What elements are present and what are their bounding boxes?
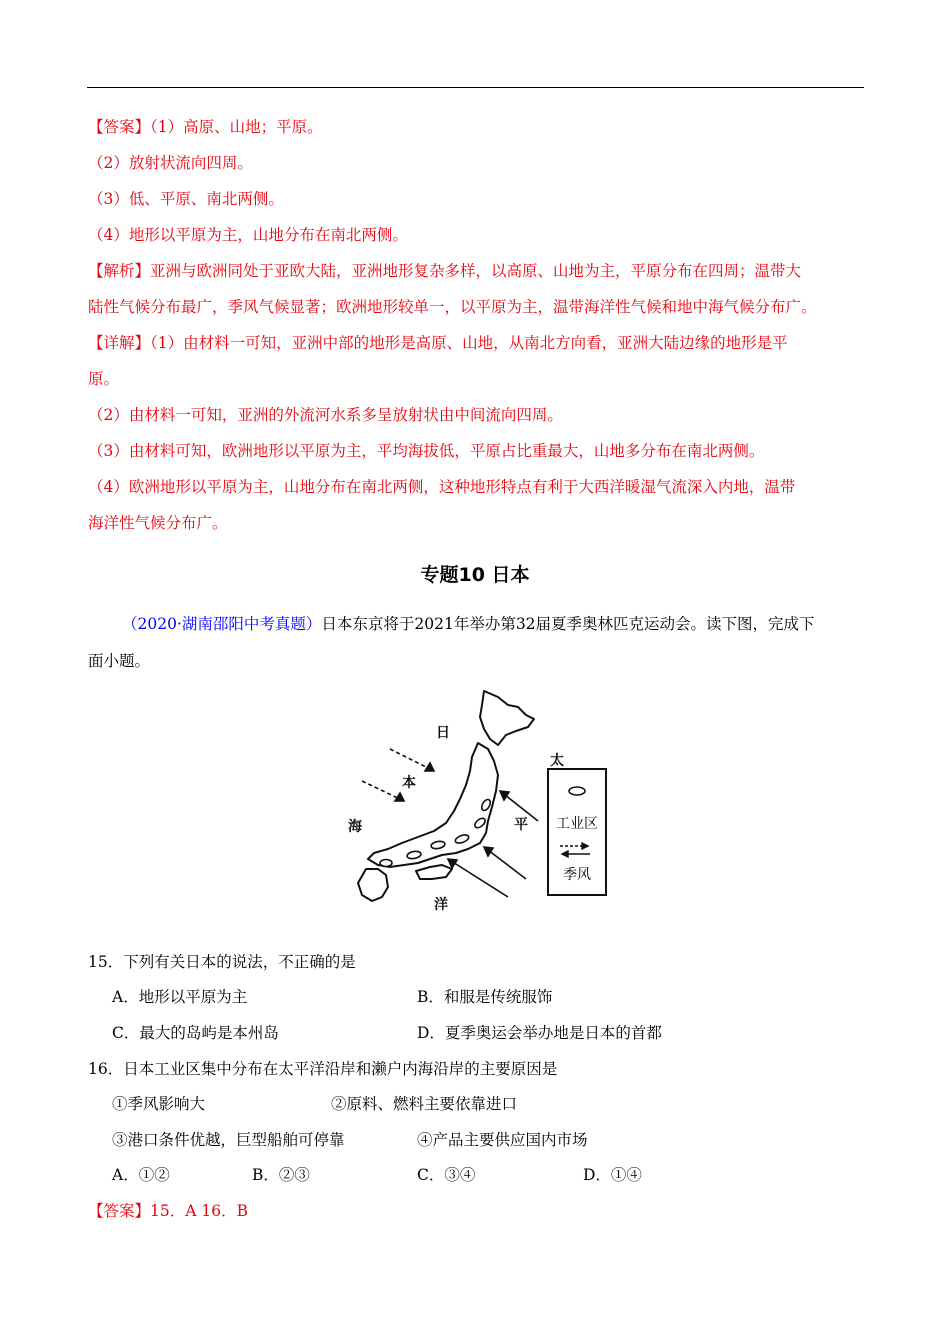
analysis-line-1: 【解析】亚洲与欧洲同处于亚欧大陆，亚洲地形复杂多样，以高原、山地为主，平原分布在四周；温带大 <box>88 262 802 280</box>
source-label: （2020·湖南邵阳中考真题） <box>122 615 322 633</box>
shikoku-outline <box>416 865 452 879</box>
section-title: 专题10 日本 <box>420 564 530 586</box>
q15-option-a: A．地形以平原为主 <box>112 988 248 1006</box>
hokkaido-outline <box>480 691 534 745</box>
q15-option-b: B．和服是传统服饰 <box>417 988 553 1006</box>
q15-option-d: D．夏季奥运会举办地是日本的首都 <box>417 1024 662 1042</box>
kyushu-outline <box>358 869 388 901</box>
q16-statement-3: ③港口条件优越，巨型船舶可停靠 <box>112 1131 345 1149</box>
legend-industrial-symbol <box>569 787 585 795</box>
q16-option-a: A．①② <box>112 1166 170 1184</box>
label-ben: 本 <box>402 775 416 791</box>
label-hai: 海 <box>348 819 362 835</box>
q16-statement-2: ②原料、燃料主要依靠进口 <box>331 1095 518 1113</box>
detail-line-2: 原。 <box>88 370 120 388</box>
q16-option-b: B．②③ <box>252 1166 310 1184</box>
analysis-line-2: 陆性气候分布最广，季风气候显著；欧洲地形较单一，以平原为主，温带海洋性气候和地中海气候分布广。 <box>88 298 817 316</box>
detail-line-6: 海洋性气候分布广。 <box>88 514 228 532</box>
q16-stem: 16．日本工业区集中分布在太平洋沿岸和濑户内海沿岸的主要原因是 <box>88 1060 558 1078</box>
intro-text-2: 面小题。 <box>88 652 151 670</box>
q15-option-c: C．最大的岛屿是本州岛 <box>112 1024 279 1042</box>
q16-option-c: C．③④ <box>417 1166 476 1184</box>
intro-text: 日本东京将于2021年举办第32届夏季奥林匹克运动会。读下图，完成下 <box>321 615 815 633</box>
q16-option-d: D．①④ <box>583 1166 642 1184</box>
answer-line-3: （3）低、平原、南北两侧。 <box>88 190 284 208</box>
japan-map <box>338 683 623 918</box>
label-yang: 洋 <box>434 897 448 913</box>
label-ri: 日 <box>436 725 450 741</box>
label-ping: 平 <box>514 817 528 833</box>
q15-stem: 15．下列有关日本的说法，不正确的是 <box>88 953 356 971</box>
question-intro <box>122 613 815 635</box>
legend-industrial-label: 工业区 <box>556 816 598 832</box>
answer-line-4: （4）地形以平原为主，山地分布在南北两侧。 <box>88 226 408 244</box>
detail-line-5: （4）欧洲地形以平原为主，山地分布在南北两侧，这种地形特点有利于大西洋暖湿气流深入内地，温带 <box>88 478 796 496</box>
q16-statement-4: ④产品主要供应国内市场 <box>417 1131 588 1149</box>
answer-line-1: 【答案】（1）高原、山地；平原。 <box>88 118 323 136</box>
header-rule <box>87 87 864 88</box>
detail-line-3: （2）由材料一可知，亚洲的外流河水系多呈放射状由中间流向四周。 <box>88 406 563 424</box>
legend-monsoon-label: 季风 <box>563 867 591 883</box>
winter-monsoon-arrows <box>362 749 434 801</box>
detail-line-1: 【详解】（1）由材料一可知，亚洲中部的地形是高原、山地，从南北方向看，亚洲大陆边缘的地形是平 <box>88 334 788 352</box>
answer-line-2: （2）放射状流向四周。 <box>88 154 253 172</box>
label-tai: 太 <box>550 753 564 769</box>
final-answer: 【答案】15．A 16．B <box>88 1202 248 1220</box>
q16-statement-1: ①季风影响大 <box>112 1095 206 1113</box>
detail-line-4: （3）由材料可知，欧洲地形以平原为主，平均海拔低，平原占比重最大，山地多分布在南北两侧。 <box>88 442 765 460</box>
